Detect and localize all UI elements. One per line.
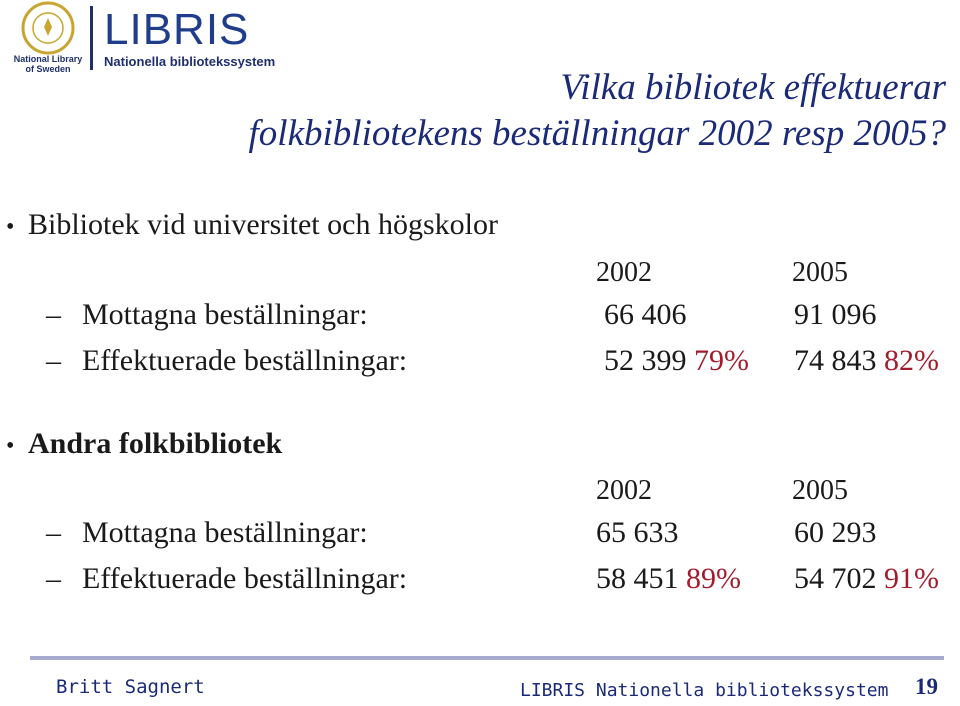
logo-divider (90, 6, 93, 70)
footer-author: Britt Sagnert (56, 676, 205, 698)
value-number: 54 702 (794, 562, 877, 595)
seal-caption-line1: National Library (13, 54, 83, 64)
slide-title-line1: Vilka bibliotek effektuerar (560, 67, 946, 108)
value-fulfilled-2002 (596, 562, 741, 596)
row-label-fulfilled: Effektuerade beställningar: (82, 344, 408, 377)
row-label-fulfilled: Effektuerade beställningar: (82, 562, 408, 595)
dash-icon: – (46, 298, 61, 331)
value-fulfilled-2002 (604, 344, 749, 378)
bullet-icon: • (6, 433, 15, 459)
dash-icon: – (46, 344, 61, 377)
percent-2005: 82% (884, 344, 939, 377)
libris-logo-text: LIBRIS (104, 5, 250, 54)
percent-2002: 79% (694, 344, 749, 377)
bullet-icon: • (6, 214, 15, 240)
section-heading-universities (6, 208, 498, 244)
seal-caption-line2: of Sweden (25, 64, 71, 74)
value-received-2005: 60 293 (794, 516, 877, 549)
value-number: 74 843 (794, 344, 877, 377)
footer-divider (30, 656, 944, 660)
dash-icon: – (46, 562, 61, 595)
slide-title-line2: folkbibliotekens beställningar 2002 resp 2005? (248, 113, 946, 154)
value-number: 58 451 (596, 562, 679, 595)
year-header-2002: 2002 (596, 475, 652, 506)
row-label-received: Mottagna beställningar: (82, 298, 368, 331)
seal-caption (6, 54, 90, 74)
value-received-2002: 66 406 (604, 298, 687, 331)
row-label-received: Mottagna beställningar: (82, 516, 368, 549)
percent-2002: 89% (686, 562, 741, 595)
value-fulfilled-2005 (794, 344, 939, 378)
year-header-2005: 2005 (792, 257, 848, 288)
value-received-2005: 91 096 (794, 298, 877, 331)
page-number: 19 (915, 674, 938, 699)
year-header-2005: 2005 (792, 475, 848, 506)
section-heading-text: Bibliotek vid universitet och högskolor (28, 208, 498, 241)
dash-icon: – (46, 516, 61, 549)
year-header-2002: 2002 (596, 257, 652, 288)
value-number: 52 399 (604, 344, 687, 377)
percent-2005: 91% (884, 562, 939, 595)
section-heading-text: Andra folkbibliotek (28, 427, 283, 460)
libris-logo-subtitle: Nationella bibliotekssystem (104, 54, 276, 69)
value-received-2002: 65 633 (596, 516, 679, 549)
value-fulfilled-2005 (794, 562, 939, 596)
section-heading-other-libraries (6, 427, 282, 463)
footer-organization: LIBRIS Nationella bibliotekssystem (520, 680, 889, 701)
